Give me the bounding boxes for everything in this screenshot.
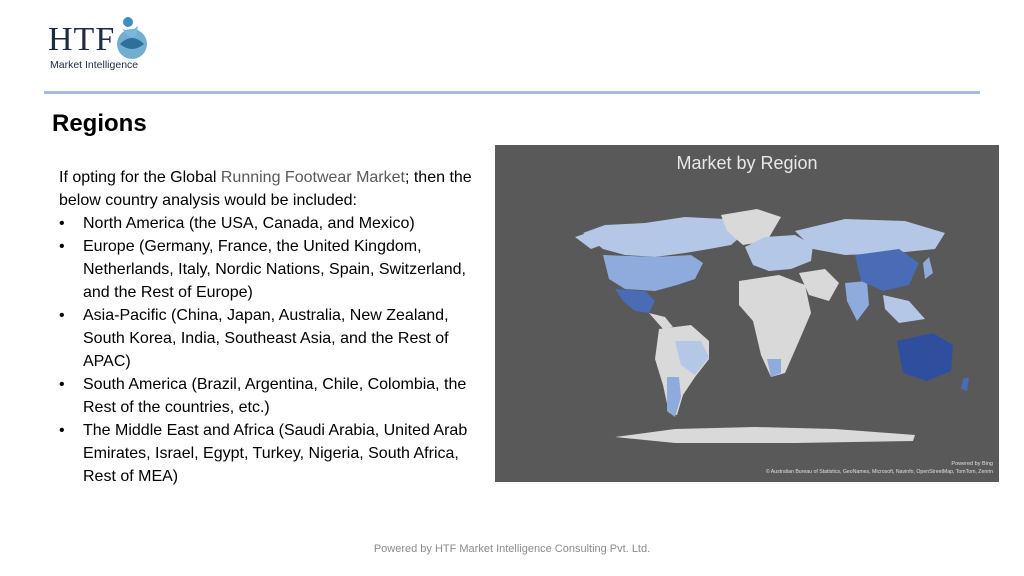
map-region-india xyxy=(845,281,869,321)
region-europe: Europe (Germany, France, the United Kingdom, Netherlands, Italy, Nordic Nations, Spain, Switzerland, and the Rest of Europe) xyxy=(83,238,466,301)
market-name: Running Footwear Market xyxy=(220,169,405,186)
region-middle-east-africa: The Middle East and Africa (Saudi Arabia, United Arab Emirates, Israel, Egypt, Turkey, Nigeria, South Africa, Rest of MEA) xyxy=(83,422,468,485)
map-region-usa xyxy=(603,255,703,291)
map-region-mexico xyxy=(615,289,655,313)
map-title: Market by Region xyxy=(676,153,818,173)
region-list xyxy=(59,212,469,488)
intro-suffix: ; then the below country analysis would be included: xyxy=(59,169,472,209)
map-region-new-zealand xyxy=(961,377,969,391)
footer-credit: Powered by HTF Market Intelligence Consulting Pvt. Ltd. xyxy=(373,543,651,555)
bullet-icon: • xyxy=(59,422,65,439)
map-region-russia xyxy=(795,219,945,255)
map-region-canada xyxy=(583,217,745,257)
header-divider xyxy=(44,91,980,94)
map-region-argentina xyxy=(667,377,681,417)
region-south-america: South America (Brazil, Argentina, Chile, Colombia, the Rest of the countries, etc.) xyxy=(83,376,467,416)
page-title: Regions xyxy=(52,110,147,137)
intro-prefix: If opting for the Global xyxy=(59,169,221,186)
list-item xyxy=(59,212,469,235)
region-asia-pacific: Asia-Pacific (China, Japan, Australia, New Zealand, South Korea, India, Southeast Asia, and the Rest of APAC) xyxy=(83,307,449,370)
world-map xyxy=(495,145,999,482)
list-item xyxy=(59,419,469,488)
company-logo xyxy=(46,14,156,76)
map-region-antarctica xyxy=(615,427,915,443)
logo-subtitle: Market Intelligence xyxy=(50,59,139,71)
logo-wordmark: HTF xyxy=(48,21,116,58)
map-region-central-america xyxy=(649,313,673,329)
map-region-south-america xyxy=(655,325,709,415)
intro-paragraph xyxy=(59,166,479,212)
list-item xyxy=(59,235,469,304)
bullet-icon: • xyxy=(59,307,65,324)
map-region-japan xyxy=(923,257,933,279)
list-item xyxy=(59,373,469,419)
bullet-icon: • xyxy=(59,376,65,393)
region-north-america: North America (the USA, Canada, and Mexico) xyxy=(83,215,415,232)
bullet-icon: • xyxy=(59,238,65,255)
map-region-southeast-asia xyxy=(883,295,925,323)
map-attribution: © Australian Bureau of Statistics, GeoNames, Microsoft, Navinfo, OpenStreetMap, TomTom, Zenrin xyxy=(765,469,993,475)
stylized-person-globe-icon xyxy=(108,14,156,62)
list-item xyxy=(59,304,469,373)
bullet-icon: • xyxy=(59,215,65,232)
map-powered-by: Powered by Bing xyxy=(951,461,993,467)
market-by-region-map xyxy=(495,145,999,482)
map-region-australia xyxy=(897,333,953,381)
